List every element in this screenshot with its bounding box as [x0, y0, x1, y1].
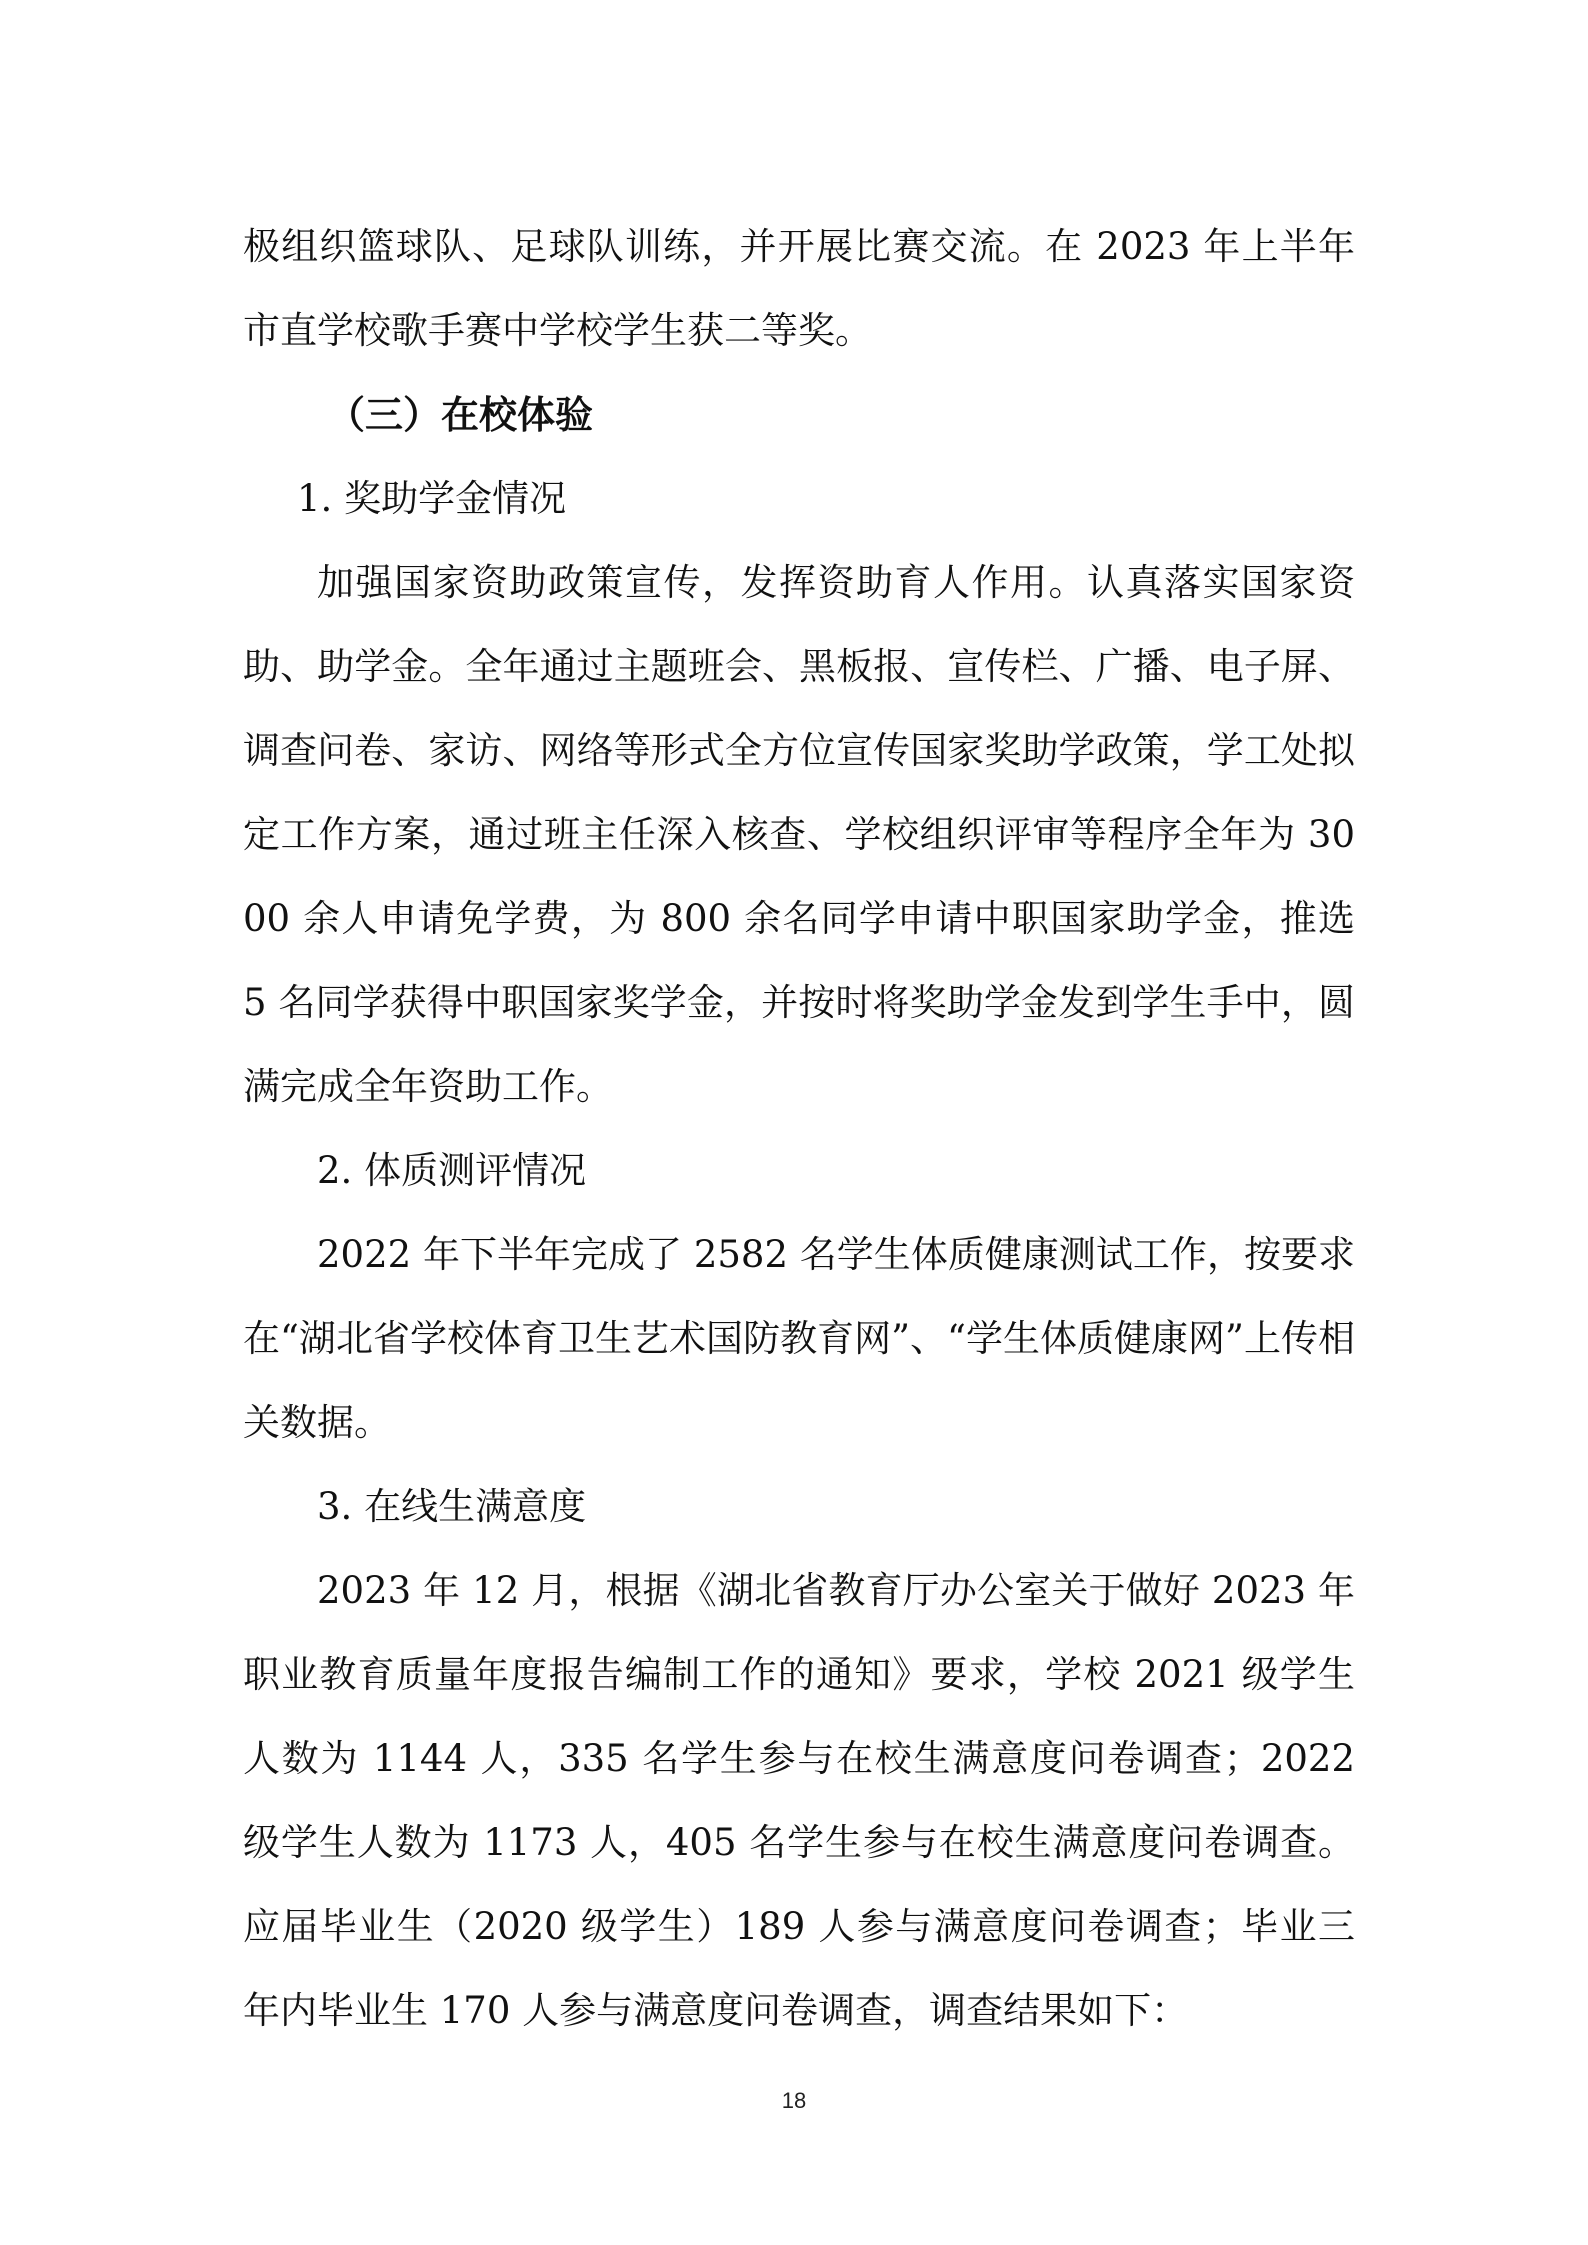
document-body [243, 205, 1355, 2053]
page-number: 18 [781, 2088, 807, 2113]
section-heading-campus-experience: （三）在校体验 [327, 393, 594, 437]
subheading-scholarships: 1. 奖助学金情况 [297, 477, 567, 520]
subheading-physical-fitness: 2. 体质测评情况 [317, 1149, 587, 1192]
paragraph-physical-fitness: 2022 年下半年完成了 2582 名学生体质健康测试工作，按要求在“湖北省学校体育卫生艺术国防教育网”、“学生体质健康网”上传相关数据。 [243, 1233, 1355, 1444]
subheading-satisfaction: 3. 在线生满意度 [317, 1485, 587, 1528]
paragraph-continuation: 极组织篮球队、足球队训练，并开展比赛交流。在 2023 年上半年市直学校歌手赛中学校学生获二等奖。 [243, 225, 1355, 352]
paragraph-satisfaction: 2023 年 12 月，根据《湖北省教育厅办公室关于做好 2023 年职业教育质量年度报告编制工作的通知》要求，学校 2021 级学生人数为 1144 人，335 名学生参与在校生满意度问卷调查；2022 级学生人数为 1173 人，405 名学生参与在校生满意度问卷调查。应届毕业生（2020 级学生）189 人参与满意度问卷调查；毕业三年内毕业生 170 人参与满意度问卷调查，调查结果如下： [243, 1569, 1355, 2032]
paragraph-scholarships: 加强国家资助政策宣传，发挥资助育人作用。认真落实国家资助、助学金。全年通过主题班会、黑板报、宣传栏、广播、电子屏、调查问卷、家访、网络等形式全方位宣传国家奖助学政策，学工处拟定工作方案，通过班主任深入核查、学校组织评审等程序全年为 3000 余人申请免学费，为 800 余名同学申请中职国家助学金，推选 5 名同学获得中职国家奖学金，并按时将奖助学金发到学生手中，圆满完成全年资助工作。 [243, 561, 1355, 1108]
